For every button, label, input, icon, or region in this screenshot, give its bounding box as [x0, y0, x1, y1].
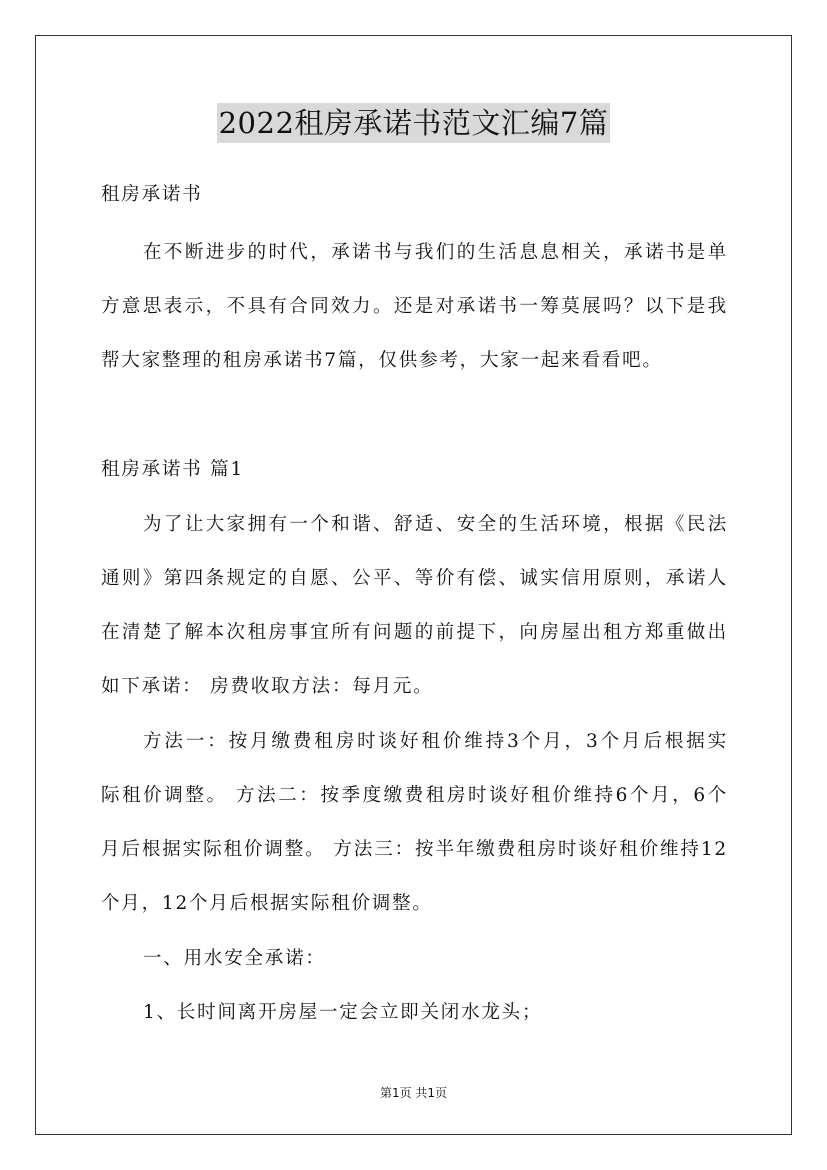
document-title: 2022租房承诺书范文汇编7篇: [217, 103, 611, 143]
paragraph-line: 方意思表示，不具有合同效力。还是对承诺书一筹莫展吗？以下是我: [101, 296, 728, 317]
paragraph-line: 如下承诺： 房费收取方法：每月元。: [101, 676, 434, 697]
heading-intro: 租房承诺书: [101, 184, 203, 205]
section-heading: 一、用水安全承诺：: [143, 948, 326, 969]
list-item: 1、长时间离开房屋一定会立即关闭水龙头；: [143, 1002, 543, 1023]
paragraph-line: 为了让大家拥有一个和谐、舒适、安全的生活环境，根据《民法: [143, 514, 728, 535]
paragraph-line: 在清楚了解本次租房事宜所有问题的前提下，向房屋出租方郑重做出: [101, 622, 728, 643]
paragraph-line: 在不断进步的时代，承诺书与我们的生活息息相关，承诺书是单: [143, 242, 728, 263]
heading-article-1: 租房承诺书 篇1: [101, 459, 245, 480]
paragraph-line: 方法一：按月缴费租房时谈好租价维持3个月，3个月后根据实: [143, 731, 728, 752]
paragraph-line: 际租价调整。 方法二：按季度缴费租房时谈好租价维持6个月，6个: [101, 785, 728, 806]
paragraph-line: 个月，12个月后根据实际租价调整。: [101, 893, 433, 914]
page-number: 第1页 共1页: [379, 1086, 448, 1100]
paragraph-line: 通则》第四条规定的自愿、公平、等价有偿、诚实信用原则，承诺人: [101, 568, 728, 589]
title-container: [0, 103, 827, 143]
paragraph-line: 月后根据实际租价调整。 方法三：按半年缴费租房时谈好租价维持12: [101, 839, 728, 860]
paragraph-line: 帮大家整理的租房承诺书7篇，仅供参考，大家一起来看看吧。: [101, 350, 663, 371]
